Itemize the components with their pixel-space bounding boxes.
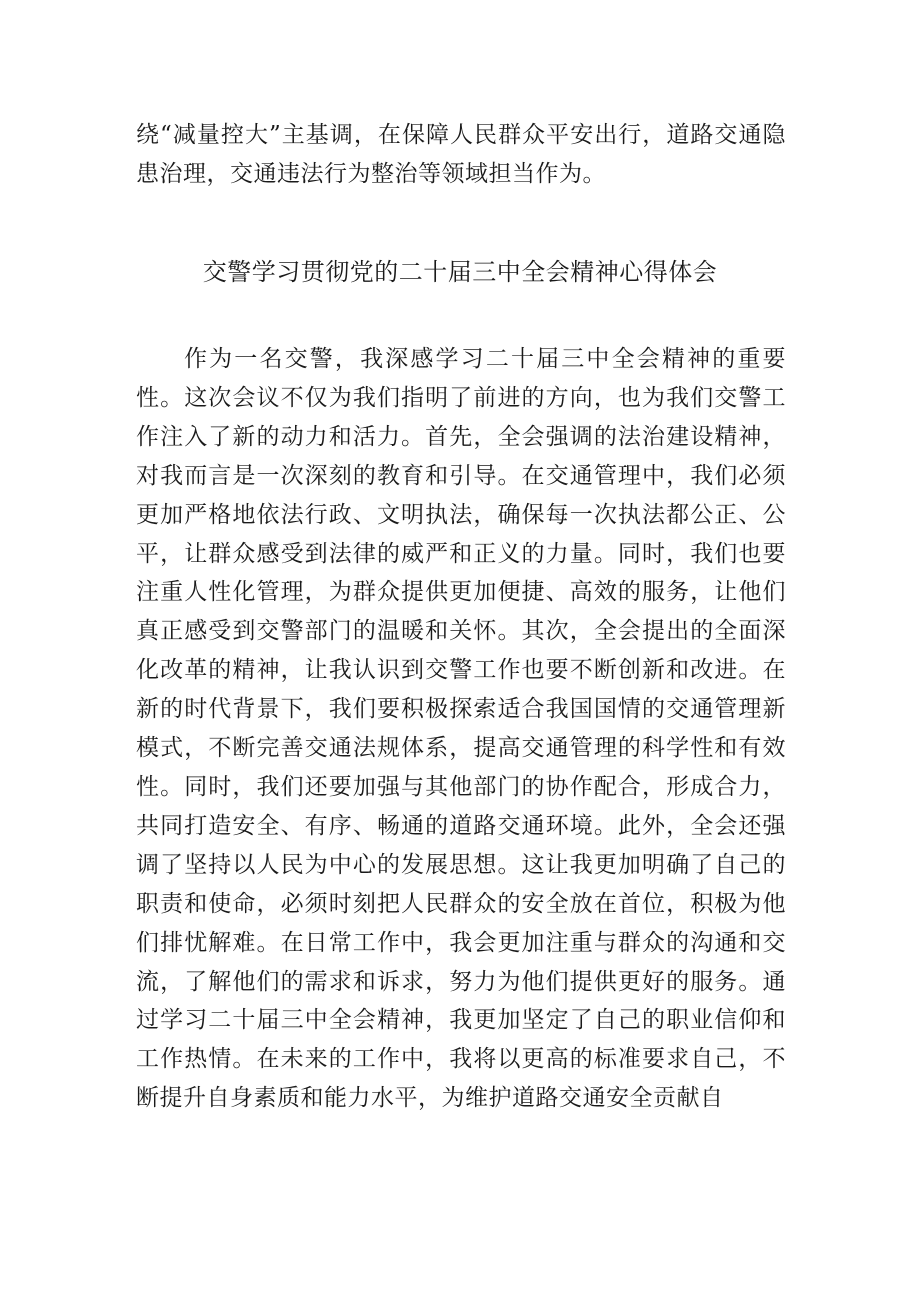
body-paragraph: 作为一名交警，我深感学习二十届三中全会精神的重要性。这次会议不仅为我们指明了前进的方向，也为我们交警工作注入了新的动力和活力。首先，全会强调的法治建设精神，对我而言是一次深刻的教育和引导。在交通管理中，我们必须更加严格地依法行政、文明执法，确保每一次执法都公正、公平，让群众感受到法律的威严和正义的力量。同时，我们也要注重人性化管理，为群众提供更加便捷、高效的服务，让他们真正感受到交警部门的温暖和关怀。其次，全会提出的全面深化改革的精神，让我认识到交警工作也要不断创新和改进。在新的时代背景下，我们要积极探索适合我国国情的交通管理新模式，不断完善交通法规体系，提高交通管理的科学性和有效性。同时，我们还要加强与其他部门的协作配合，形成合力，共同打造安全、有序、畅通的道路交通环境。此外，全会还强调了坚持以人民为中心的发展思想。这让我更加明确了自己的职责和使命，必须时刻把人民群众的安全放在首位，积极为他们排忧解难。在日常工作中，我会更加注重与群众的沟通和交流，了解他们的需求和诉求，努力为他们提供更好的服务。通过学习二十届三中全会精神，我更加坚定了自己的职业信仰和工作热情。在未来的工作中，我将以更高的标准要求自己，不断提升自身素质和能力水平，为维护道路交通安全贡献自	[136, 346, 786, 1112]
document-title: 交警学习贯彻党的二十届三中全会精神心得体会	[202, 258, 718, 286]
intro-paragraph: 绕“减量控大”主基调，在保障人民群众平安出行，道路交通隐患治理，交通违法行为整治等领域担当作为。	[136, 122, 786, 187]
